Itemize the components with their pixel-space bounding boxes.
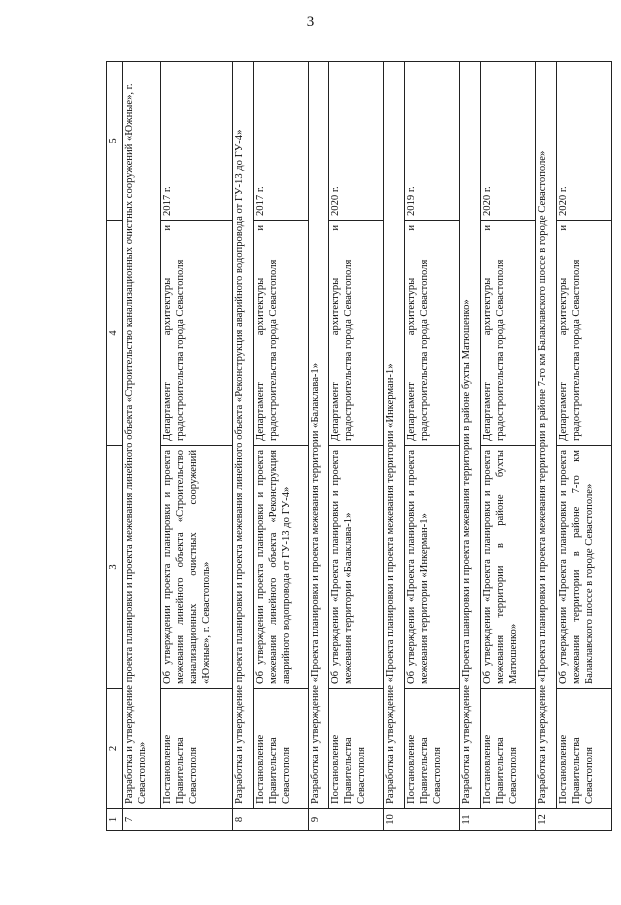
deadline: 2020 г. — [481, 62, 536, 221]
row-number: 10 — [384, 809, 460, 831]
section-row — [384, 62, 405, 831]
column-header: 4 — [107, 221, 123, 446]
document-title: Об утверждении проекта планировки и проекта межевания линейного объекта «Строительство канализационных очистных сооружений «Южные», г. Севастополь» — [160, 446, 232, 689]
document-type: Постановление Правительства Севастополя — [481, 689, 536, 809]
table-row — [556, 62, 611, 831]
deadline: 2020 г. — [556, 62, 611, 221]
section-row — [460, 62, 481, 831]
deadline: 2020 г. — [329, 62, 384, 221]
document-type: Постановление Правительства Севастополя — [253, 689, 308, 809]
responsible: Департамент архитектуры и градостроительства города Севастополя — [253, 221, 308, 446]
document-title: Об утверждении проекта планировки и проекта межевания линейного объекта «Реконструкция аварийного водопровода от ГУ-13 до ГУ-4» — [253, 446, 308, 689]
column-header: 2 — [107, 689, 123, 809]
document-title: Об утверждении «Проекта планировки и проекта межевания территории в районе бухты Матюшенко» — [481, 446, 536, 689]
row-number: 9 — [308, 809, 384, 831]
document-type: Постановление Правительства Севастополя — [329, 689, 384, 809]
section-row — [122, 62, 160, 831]
responsible: Департамент архитектуры и градостроительства города Севастополя — [556, 221, 611, 446]
deadline: 2017 г. — [253, 62, 308, 221]
section-row — [308, 62, 329, 831]
section-title: Разработка и утверждение проекта планировки и проекта межевания линейного объекта «Реконструкция аварийного водопровода от ГУ-13 до ГУ-4» — [232, 62, 253, 809]
document-title: Об утверждении «Проекта планировки и проекта межевания территории «Инкерман-1» — [405, 446, 460, 689]
table-row — [405, 62, 460, 831]
responsible: Департамент архитектуры и градостроительства города Севастополя — [329, 221, 384, 446]
table-row — [329, 62, 384, 831]
document-type: Постановление Правительства Севастополя — [160, 689, 232, 809]
section-title: Разработка и утверждение «Проекта планировки и проекта межевания территории «Инкерман-1» — [384, 62, 405, 809]
page-number: 3 — [306, 14, 315, 30]
deadline: 2017 г. — [160, 62, 232, 221]
rotated-table-wrapper — [106, 61, 612, 831]
deadline: 2019 г. — [405, 62, 460, 221]
section-row — [232, 62, 253, 831]
document-type: Постановление Правительства Севастополя — [405, 689, 460, 809]
row-number: 12 — [536, 809, 612, 831]
responsible: Департамент архитектуры и градостроительства города Севастополя — [160, 221, 232, 446]
row-number: 7 — [122, 809, 232, 831]
document-title: Об утверждении «Проекта планировки и проекта межевания территории «Балаклава-1» — [329, 446, 384, 689]
column-header: 5 — [107, 62, 123, 221]
section-title: Разработка и утверждение «Проекта планировки и проекта межевания территории в районе 7-го км Балаклавского шоссе в городе Севастополе» — [536, 62, 557, 809]
table-row — [253, 62, 308, 831]
section-title: Разработка и утверждение «Проекта шанировки и проекта межевания территории в районе бухты Матюшенко» — [460, 62, 481, 809]
section-title: Разработка и утверждение «Проекта планировки и проекта межевания территории «Балаклава-1» — [308, 62, 329, 809]
row-number: 11 — [460, 809, 536, 831]
table-row — [160, 62, 232, 831]
section-title: Разработка и утверждение проекта планировки и проекта межевания линейного объекта «Строительство канализационных очистных сооружений «Южные», г. Севастополь» — [122, 62, 160, 809]
section-row — [536, 62, 557, 831]
table-row — [481, 62, 536, 831]
row-number: 8 — [232, 809, 308, 831]
responsible: Департамент архитектуры и градостроительства города Севастополя — [481, 221, 536, 446]
header-row — [107, 62, 123, 831]
responsible: Департамент архитектуры и градостроительства города Севастополя — [405, 221, 460, 446]
plan-table — [106, 61, 612, 831]
column-header: 1 — [107, 809, 123, 831]
document-type: Постановление Правительства Севастополя — [556, 689, 611, 809]
column-header: 3 — [107, 446, 123, 689]
document-title: Об утверждении «Проекта планировки и проекта межевания территории в районе 7-го км Балаклавского шоссе в городе Севастополе» — [556, 446, 611, 689]
